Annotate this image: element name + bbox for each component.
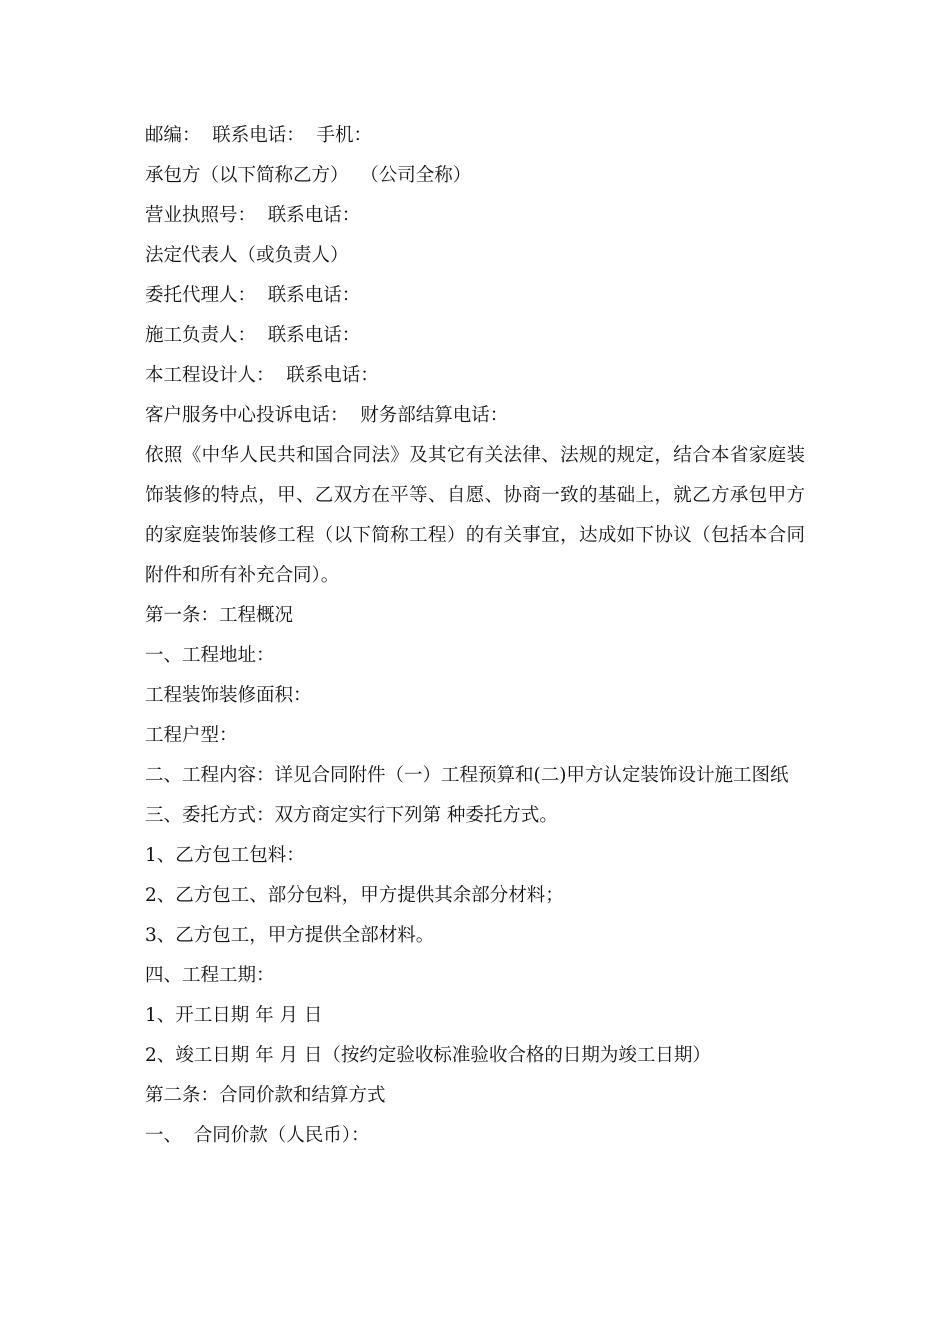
agent-line: 委托代理人： 联系电话： xyxy=(145,285,361,306)
business-license-line: 营业执照号： 联系电话： xyxy=(145,205,361,226)
option1-line: 1、乙方包工包料： xyxy=(145,845,305,866)
end-date-line: 2、竣工日期 年 月 日（按约定验收标准验收合格的日期为竣工日期） xyxy=(145,1045,711,1066)
document-body xyxy=(145,116,805,1156)
service-phone-line: 客户服务中心投诉电话： 财务部结算电话： xyxy=(145,405,509,426)
site-address-line: 一、工程地址： xyxy=(145,645,275,666)
option2-line: 2、乙方包工、部分包料，甲方提供其余部分材料； xyxy=(145,885,564,906)
contractor-line: 承包方（以下简称乙方） （公司全称） xyxy=(145,165,472,186)
area-line: 工程装饰装修面积： xyxy=(145,685,312,706)
start-date-line: 1、开工日期 年 月 日 xyxy=(145,1005,323,1026)
layout-line: 工程户型： xyxy=(145,725,238,746)
postcode-line: 邮编： 联系电话： 手机： xyxy=(145,125,373,146)
work-content-paragraph: 二、工程内容：详见合同附件（一）工程预算和(二)甲方认定装饰设计施工图纸 xyxy=(145,765,789,786)
period-title-line: 四、工程工期： xyxy=(145,965,275,986)
commission-method-line: 三、委托方式：双方商定实行下列第 种委托方式。 xyxy=(145,805,558,826)
construction-manager-line: 施工负责人： 联系电话： xyxy=(145,325,361,346)
intro-paragraph: 依照《中华人民共和国合同法》及其它有关法律、法规的规定，结合本省家庭装饰装修的特点，甲、乙双方在平等、自愿、协商一致的基础上，就乙方承包甲方的家庭装饰装修工程（以下简称工程）的有关事宜，达成如下协议（包括本合同附件和所有补充合同）。 xyxy=(145,445,805,586)
legal-representative-line: 法定代表人（或负责人） xyxy=(145,245,349,266)
price-title-line: 一、 合同价款（人民币）： xyxy=(145,1125,370,1146)
designer-line: 本工程设计人： 联系电话： xyxy=(145,365,379,386)
option3-line: 3、乙方包工，甲方提供全部材料。 xyxy=(145,925,435,946)
article2-title: 第二条：合同价款和结算方式 xyxy=(145,1085,386,1106)
article1-title: 第一条：工程概况 xyxy=(145,605,294,626)
